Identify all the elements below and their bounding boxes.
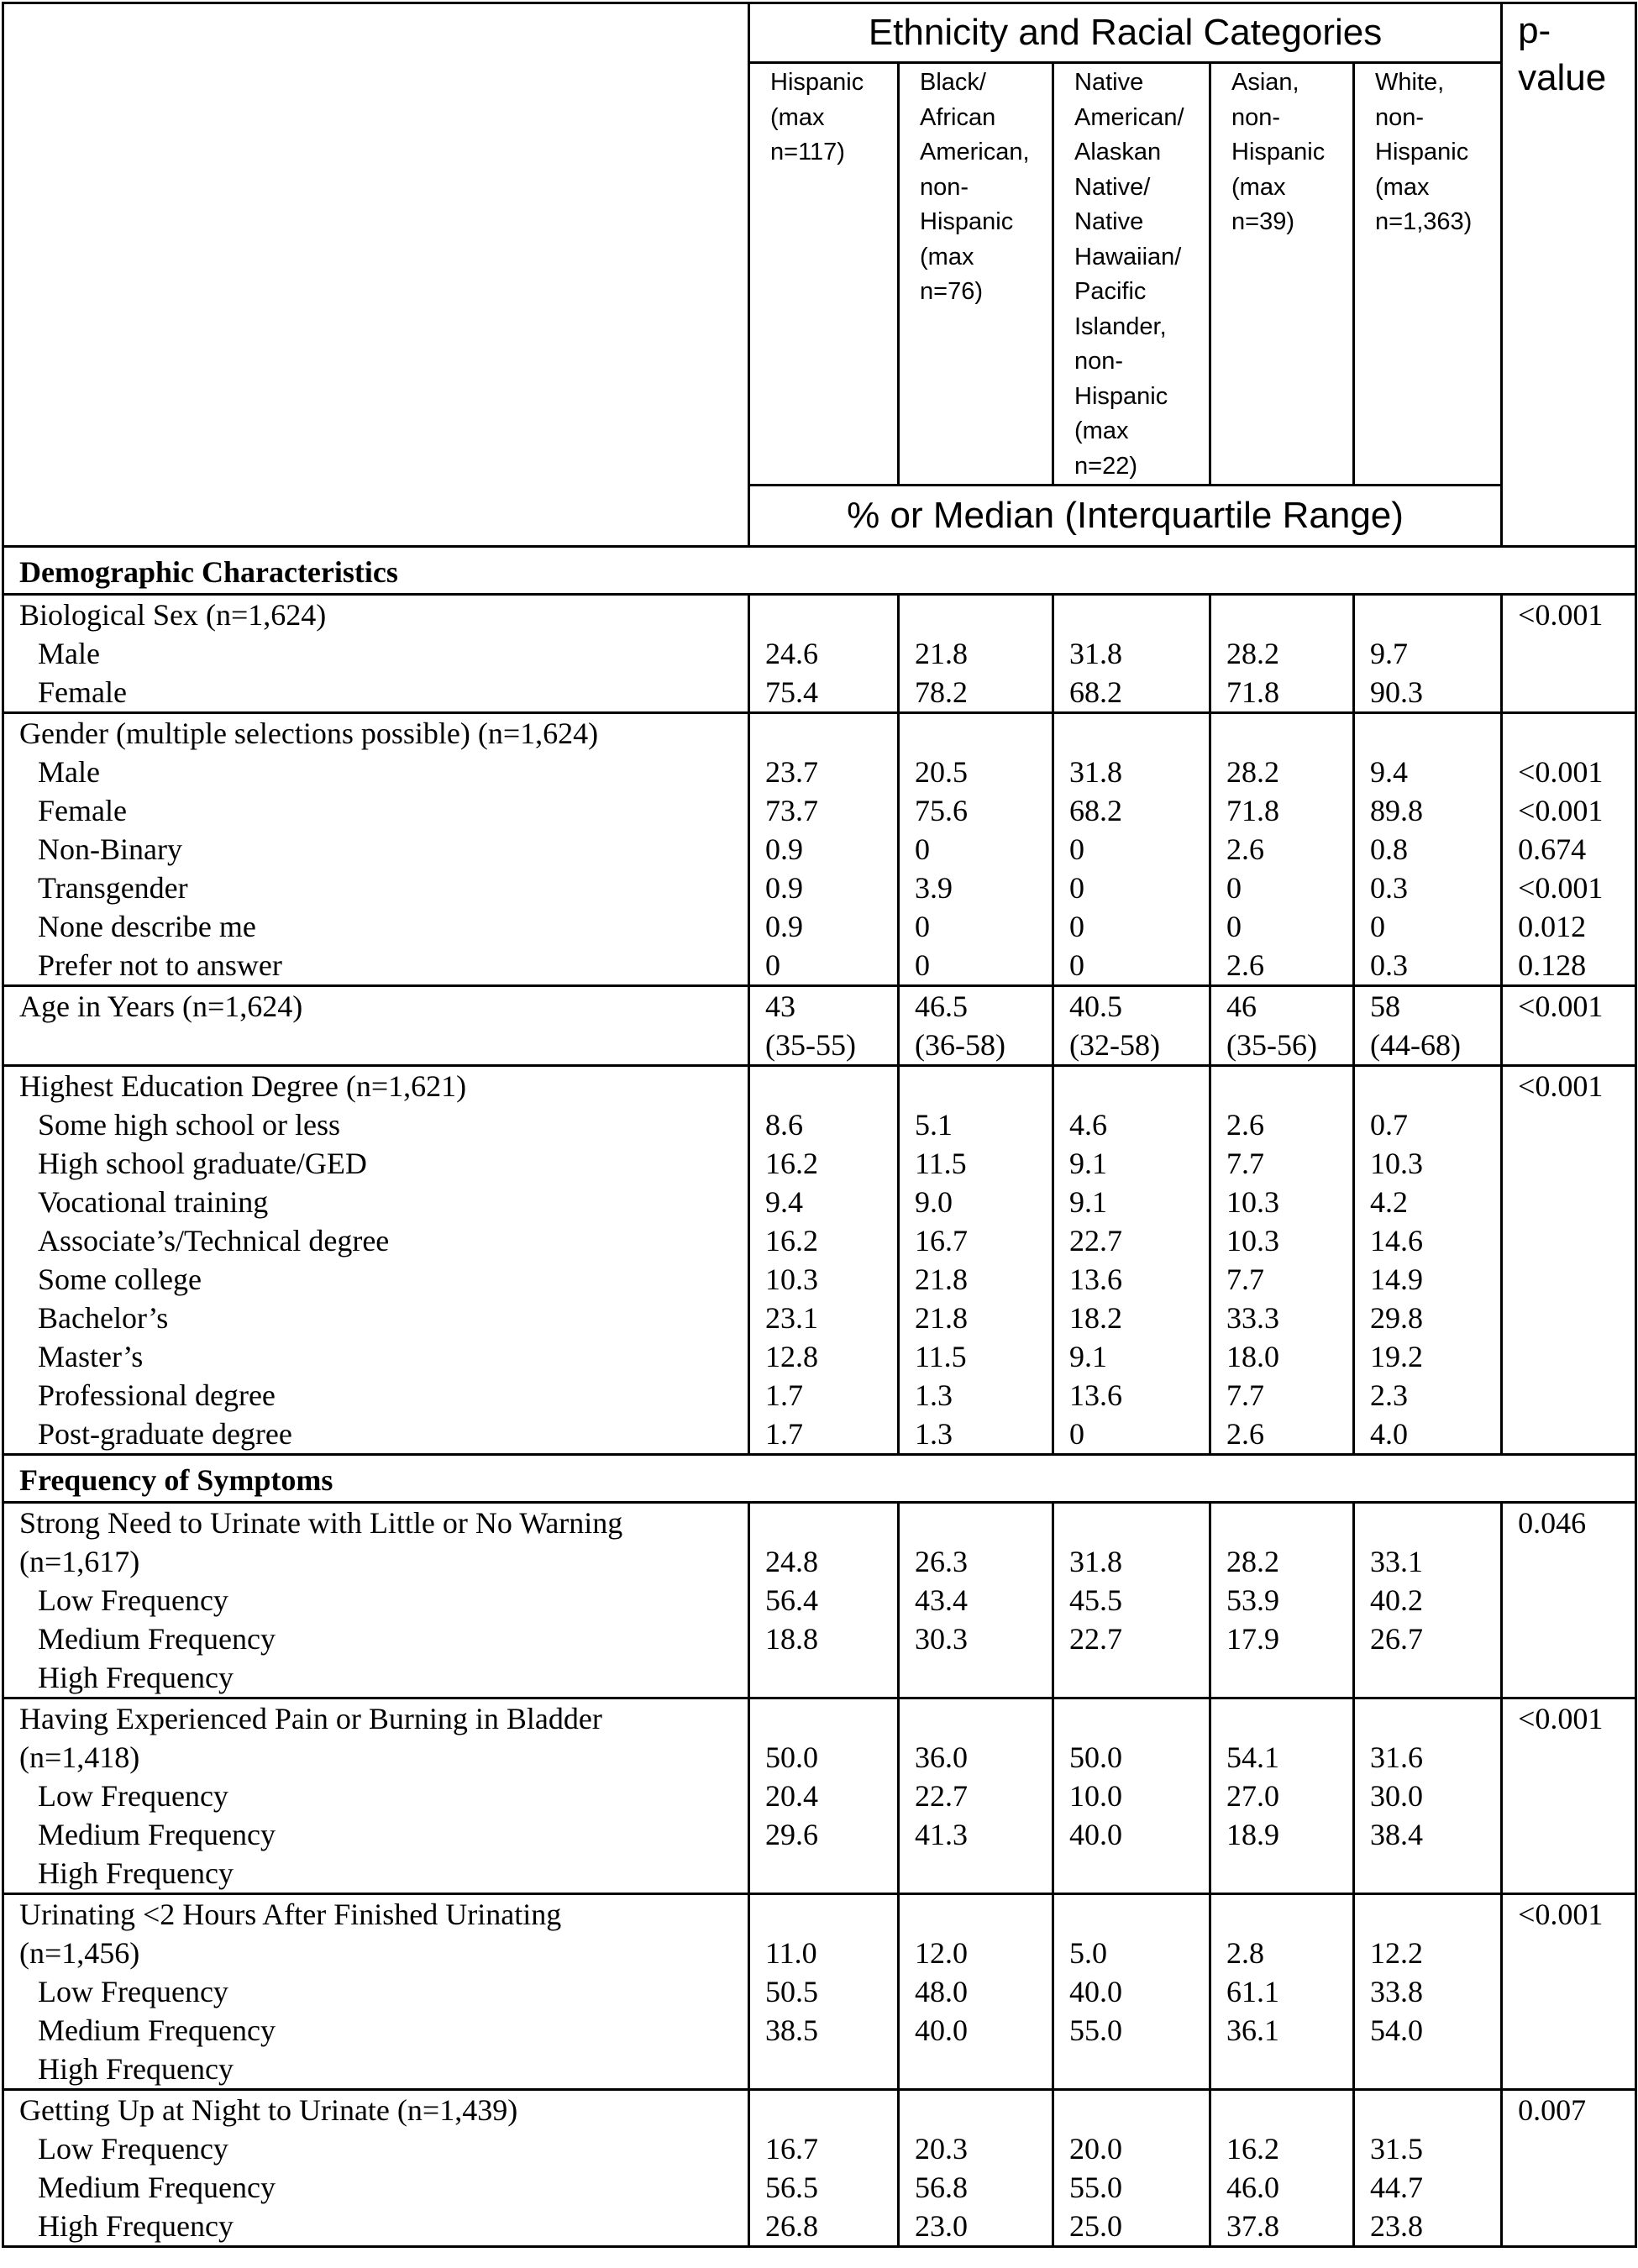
pvalue: <0.001 xyxy=(1518,794,1604,827)
cell-value: 40.0 xyxy=(1069,1818,1122,1851)
table-row xyxy=(3,1894,1636,2090)
sub-row-label: Transgender xyxy=(38,871,188,905)
cell-value: 13.6 xyxy=(1069,1263,1122,1296)
cell-value: 44.7 xyxy=(1370,2171,1423,2204)
value-cell xyxy=(749,1503,899,1698)
cell-value: 12.0 xyxy=(915,1936,968,1970)
cell-value: 0.8 xyxy=(1370,832,1408,866)
cell-value: 40.0 xyxy=(915,2013,968,2047)
cell-value: 18.0 xyxy=(1226,1340,1279,1373)
pvalue-cell xyxy=(1502,713,1636,986)
value-cell xyxy=(899,595,1053,713)
value-cell xyxy=(1053,2090,1210,2247)
cell-value: 68.2 xyxy=(1069,675,1122,709)
value-cell xyxy=(749,595,899,713)
cell-value: 71.8 xyxy=(1226,794,1279,827)
sub-row-label: High Frequency xyxy=(38,2052,234,2086)
sub-row-label: Male xyxy=(38,637,100,670)
cell-value: 0 xyxy=(1069,910,1084,943)
cell-value: 11.5 xyxy=(915,1340,967,1373)
cell-value: 46.5 (36-58) xyxy=(915,990,1005,1062)
col-header-white: White, non- Hispanic (max n=1,363) xyxy=(1354,63,1502,486)
cell-value: 2.6 xyxy=(1226,1108,1264,1142)
value-cell xyxy=(1210,1503,1354,1698)
sub-row-label: High Frequency xyxy=(38,1856,234,1890)
pvalue-header: p- value xyxy=(1502,3,1636,547)
pvalue xyxy=(1518,1144,1635,1183)
cell-value: 0.9 xyxy=(765,832,803,866)
cell-value: 0 xyxy=(915,948,930,982)
pvalue xyxy=(1518,1299,1635,1337)
row-label-cell xyxy=(3,1894,749,2090)
cell-value: 38.5 xyxy=(765,2013,818,2047)
cell-value: 0 xyxy=(1370,910,1385,943)
pvalue-cell xyxy=(1502,986,1636,1066)
sub-row-label: Medium Frequency xyxy=(38,1818,276,1851)
cell-value: 22.7 xyxy=(915,1779,968,1813)
cell-value: 41.3 xyxy=(915,1818,968,1851)
cell-value: 4.0 xyxy=(1370,1417,1408,1451)
table-row xyxy=(3,595,1636,713)
header-row-title xyxy=(3,3,1636,63)
cell-value: 31.5 xyxy=(1370,2132,1423,2166)
pvalue xyxy=(1518,634,1635,673)
value-cell xyxy=(1053,986,1210,1066)
cell-value: 30.3 xyxy=(915,1622,968,1656)
cell-value: 0.9 xyxy=(765,871,803,905)
cell-value: 71.8 xyxy=(1226,675,1279,709)
cell-value: 50.0 xyxy=(765,1740,818,1774)
pvalue: <0.001 xyxy=(1518,990,1604,1023)
cell-value: 21.8 xyxy=(915,637,968,670)
value-cell xyxy=(1053,1503,1210,1698)
row-label-n: (n=1,418) xyxy=(19,1740,140,1774)
row-label-n: (n=1,617) xyxy=(19,1545,140,1578)
cell-value: 56.8 xyxy=(915,2171,968,2204)
cell-value: 20.0 xyxy=(1069,2132,1122,2166)
cell-value: 33.1 xyxy=(1370,1545,1423,1578)
pvalue-cell xyxy=(1502,1698,1636,1894)
value-cell xyxy=(1354,713,1502,986)
cell-value: 46.0 xyxy=(1226,2171,1279,2204)
sub-row-label: None describe me xyxy=(38,910,256,943)
pvalue: 0.674 xyxy=(1518,832,1587,866)
cell-value: 17.9 xyxy=(1226,1622,1279,1656)
cell-value: 0 xyxy=(1069,871,1084,905)
value-cell xyxy=(899,1066,1053,1455)
value-cell xyxy=(899,986,1053,1066)
cell-value: 0.3 xyxy=(1370,871,1408,905)
cell-value: 5.1 xyxy=(915,1108,953,1142)
value-cell xyxy=(1354,595,1502,713)
value-cell xyxy=(1354,1503,1502,1698)
value-cell xyxy=(1354,1894,1502,2090)
pvalue: 0.046 xyxy=(1518,1506,1587,1540)
value-cell xyxy=(749,986,899,1066)
pvalue xyxy=(1518,1183,1635,1221)
cell-value: 0 xyxy=(1069,832,1084,866)
cell-value: 2.6 xyxy=(1226,1417,1264,1451)
row-label-cell xyxy=(3,986,749,1066)
row-label: Getting Up at Night to Urinate (n=1,439) xyxy=(19,2093,518,2127)
sub-row-label: Some college xyxy=(38,1263,202,1296)
cell-value: 7.7 xyxy=(1226,1263,1264,1296)
cell-value: 26.7 xyxy=(1370,1622,1423,1656)
value-cell xyxy=(1354,986,1502,1066)
value-cell xyxy=(1210,986,1354,1066)
value-cell xyxy=(1210,1894,1354,2090)
cell-value: 45.5 xyxy=(1069,1583,1122,1617)
cell-value: 55.0 xyxy=(1069,2013,1122,2047)
cell-value: 89.8 xyxy=(1370,794,1423,827)
cell-value: 38.4 xyxy=(1370,1818,1423,1851)
table-row xyxy=(3,1503,1636,1698)
ethnicity-data-table xyxy=(2,2,1637,2248)
cell-value: 43 (35-55) xyxy=(765,990,856,1062)
pvalue xyxy=(1518,1415,1635,1453)
pvalue xyxy=(1518,1105,1635,1144)
cell-value: 2.3 xyxy=(1370,1378,1408,1412)
pvalue: <0.001 xyxy=(1518,1898,1604,1931)
cell-value: 56.5 xyxy=(765,2171,818,2204)
value-cell xyxy=(1210,713,1354,986)
pvalue xyxy=(1518,714,1635,753)
cell-value: 48.0 xyxy=(915,1975,968,2008)
cell-value: 40.0 xyxy=(1069,1975,1122,2008)
cell-value: 90.3 xyxy=(1370,675,1423,709)
cell-value: 61.1 xyxy=(1226,1975,1279,2008)
sub-row-label: Low Frequency xyxy=(38,1975,228,2008)
cell-value: 5.0 xyxy=(1069,1936,1107,1970)
cell-value: 78.2 xyxy=(915,675,968,709)
row-label: Biological Sex (n=1,624) xyxy=(19,598,327,632)
cell-value: 9.4 xyxy=(765,1185,803,1219)
row-label-n: (n=1,456) xyxy=(19,1936,140,1970)
cell-value: 2.6 xyxy=(1226,948,1264,982)
value-cell xyxy=(1053,595,1210,713)
sub-row-label: Low Frequency xyxy=(38,1583,228,1617)
value-cell xyxy=(1354,1066,1502,1455)
cell-value: 40.5 (32-58) xyxy=(1069,990,1160,1062)
cell-value: 23.8 xyxy=(1370,2209,1423,2243)
cell-value: 43.4 xyxy=(915,1583,968,1617)
col-header-native: Native American/ Alaskan Native/ Native Hawaiian/ Pacific Islander, non- Hispanic (max n=22) xyxy=(1053,63,1210,486)
value-cell xyxy=(1354,1698,1502,1894)
cell-value: 9.0 xyxy=(915,1185,953,1219)
cell-value: 33.3 xyxy=(1226,1301,1279,1335)
cell-value: 12.8 xyxy=(765,1340,818,1373)
value-cell xyxy=(1210,595,1354,713)
cell-value: 24.8 xyxy=(765,1545,818,1578)
cell-value: 0 xyxy=(1226,910,1242,943)
cell-value: 68.2 xyxy=(1069,794,1122,827)
cell-value: 36.0 xyxy=(915,1740,968,1774)
row-label-cell xyxy=(3,1698,749,1894)
cell-value: 9.1 xyxy=(1069,1147,1107,1180)
cell-value: 10.3 xyxy=(1226,1224,1279,1257)
cell-value: 2.8 xyxy=(1226,1936,1264,1970)
cell-value: 24.6 xyxy=(765,637,818,670)
cell-value: 3.9 xyxy=(915,871,953,905)
cell-value: 20.3 xyxy=(915,2132,968,2166)
cell-value: 14.6 xyxy=(1370,1224,1423,1257)
cell-value: 4.6 xyxy=(1069,1108,1107,1142)
corner-blank-cell xyxy=(3,3,749,547)
sub-row-label: Male xyxy=(38,755,100,789)
cell-value: 0.3 xyxy=(1370,948,1408,982)
cell-value: 29.8 xyxy=(1370,1301,1423,1335)
pvalue xyxy=(1518,1221,1635,1260)
pvalue: <0.001 xyxy=(1518,1069,1604,1103)
cell-value: 75.6 xyxy=(915,794,968,827)
value-cell xyxy=(749,1066,899,1455)
cell-value: 31.8 xyxy=(1069,637,1122,670)
sub-row-label: Associate’s/Technical degree xyxy=(38,1224,390,1257)
cell-value: 33.8 xyxy=(1370,1975,1423,2008)
cell-value: 4.2 xyxy=(1370,1185,1408,1219)
pvalue-cell xyxy=(1502,2090,1636,2247)
cell-value: 50.0 xyxy=(1069,1740,1122,1774)
cell-value: 21.8 xyxy=(915,1301,968,1335)
row-label: Highest Education Degree (n=1,621) xyxy=(19,1069,467,1103)
cell-value: 18.9 xyxy=(1226,1818,1279,1851)
section-header-row xyxy=(3,1455,1636,1503)
sub-row-label: Master’s xyxy=(38,1340,144,1373)
pvalue xyxy=(1518,1376,1635,1415)
cell-value: 29.6 xyxy=(765,1818,818,1851)
cell-value: 12.2 xyxy=(1370,1936,1423,1970)
value-cell xyxy=(899,713,1053,986)
table-body xyxy=(3,3,1636,2247)
table-row xyxy=(3,986,1636,1066)
cell-value: 0 xyxy=(915,832,930,866)
cell-value: 1.7 xyxy=(765,1417,803,1451)
section-title: Demographic Characteristics xyxy=(3,547,1636,595)
cell-value: 16.2 xyxy=(765,1224,818,1257)
section-title: Frequency of Symptoms xyxy=(3,1455,1636,1503)
cell-value: 20.4 xyxy=(765,1779,818,1813)
cell-value: 28.2 xyxy=(1226,1545,1279,1578)
sub-row-label: Post-graduate degree xyxy=(38,1417,292,1451)
cell-value: 1.3 xyxy=(915,1417,953,1451)
cell-value: 25.0 xyxy=(1069,2209,1122,2243)
cell-value: 16.7 xyxy=(915,1224,968,1257)
row-label-cell xyxy=(3,1503,749,1698)
pvalue: <0.001 xyxy=(1518,871,1604,905)
cell-value: 9.1 xyxy=(1069,1185,1107,1219)
pvalue xyxy=(1518,673,1635,711)
value-cell xyxy=(749,2090,899,2247)
sub-row-label: High school graduate/GED xyxy=(38,1147,367,1180)
cell-value: 18.8 xyxy=(765,1622,818,1656)
cell-value: 16.7 xyxy=(765,2132,818,2166)
sub-row-label: Medium Frequency xyxy=(38,1622,276,1656)
pvalue: <0.001 xyxy=(1518,755,1604,789)
table-row xyxy=(3,1066,1636,1455)
value-cell xyxy=(1053,1894,1210,2090)
cell-value: 1.3 xyxy=(915,1378,953,1412)
cell-value: 9.7 xyxy=(1370,637,1408,670)
value-cell xyxy=(749,1698,899,1894)
sub-row-label: Some high school or less xyxy=(38,1108,340,1142)
cell-value: 11.5 xyxy=(915,1147,967,1180)
sub-row-label: Low Frequency xyxy=(38,2132,228,2166)
pvalue xyxy=(1518,1337,1635,1376)
cell-value: 31.8 xyxy=(1069,755,1122,789)
group-title: Ethnicity and Racial Categories xyxy=(749,3,1502,63)
cell-value: 28.2 xyxy=(1226,637,1279,670)
cell-value: 8.6 xyxy=(765,1108,803,1142)
table-row xyxy=(3,2090,1636,2247)
cell-value: 0 xyxy=(915,910,930,943)
cell-value: 20.5 xyxy=(915,755,968,789)
cell-value: 30.0 xyxy=(1370,1779,1423,1813)
cell-value: 22.7 xyxy=(1069,1224,1122,1257)
sub-row-label: High Frequency xyxy=(38,1661,234,1694)
value-cell xyxy=(1210,2090,1354,2247)
cell-value: 50.5 xyxy=(765,1975,818,2008)
sub-row-label: Female xyxy=(38,794,127,827)
cell-value: 23.7 xyxy=(765,755,818,789)
pvalue-cell xyxy=(1502,1894,1636,2090)
pvalue-cell xyxy=(1502,595,1636,713)
row-label-cell xyxy=(3,2090,749,2247)
value-cell xyxy=(749,1894,899,2090)
pvalue: <0.001 xyxy=(1518,598,1604,632)
value-cell xyxy=(1053,1698,1210,1894)
cell-value: 19.2 xyxy=(1370,1340,1423,1373)
cell-value: 40.2 xyxy=(1370,1583,1423,1617)
cell-value: 27.0 xyxy=(1226,1779,1279,1813)
value-cell xyxy=(899,1698,1053,1894)
cell-value: 11.0 xyxy=(765,1936,817,1970)
sub-row-label: High Frequency xyxy=(38,2209,234,2243)
cell-value: 9.4 xyxy=(1370,755,1408,789)
sub-row-label: Professional degree xyxy=(38,1378,276,1412)
sub-row-label: Medium Frequency xyxy=(38,2171,276,2204)
value-cell xyxy=(1053,1066,1210,1455)
pvalue-cell xyxy=(1502,1066,1636,1455)
cell-value: 26.3 xyxy=(915,1545,968,1578)
row-label: Having Experienced Pain or Burning in Bladder xyxy=(19,1702,602,1735)
pvalue xyxy=(1518,1260,1635,1299)
value-cell xyxy=(1053,713,1210,986)
cell-value: 10.3 xyxy=(1226,1185,1279,1219)
cell-value: 55.0 xyxy=(1069,2171,1122,2204)
cell-value: 16.2 xyxy=(765,1147,818,1180)
value-cell xyxy=(899,1503,1053,1698)
row-label-cell xyxy=(3,595,749,713)
cell-value: 36.1 xyxy=(1226,2013,1279,2047)
sub-row-label: Medium Frequency xyxy=(38,2013,276,2047)
cell-value: 10.3 xyxy=(765,1263,818,1296)
value-cell xyxy=(749,713,899,986)
cell-value: 56.4 xyxy=(765,1583,818,1617)
sub-row-label: Prefer not to answer xyxy=(38,948,282,982)
sub-row-label: Vocational training xyxy=(38,1185,269,1219)
cell-value: 10.3 xyxy=(1370,1147,1423,1180)
cell-value: 13.6 xyxy=(1069,1378,1122,1412)
col-header-asian: Asian, non- Hispanic (max n=39) xyxy=(1210,63,1354,486)
cell-value: 2.6 xyxy=(1226,832,1264,866)
row-label-cell xyxy=(3,1066,749,1455)
cell-value: 14.9 xyxy=(1370,1263,1423,1296)
cell-value: 22.7 xyxy=(1069,1622,1122,1656)
sub-row-label: Low Frequency xyxy=(38,1779,228,1813)
pvalue: <0.001 xyxy=(1518,1702,1604,1735)
cell-value: 28.2 xyxy=(1226,755,1279,789)
value-cell xyxy=(899,1894,1053,2090)
value-cell xyxy=(899,2090,1053,2247)
value-cell xyxy=(1210,1066,1354,1455)
col-header-black: Black/ African American, non- Hispanic (max n=76) xyxy=(899,63,1053,486)
cell-value: 53.9 xyxy=(1226,1583,1279,1617)
cell-value: 73.7 xyxy=(765,794,818,827)
cell-value: 23.0 xyxy=(915,2209,968,2243)
col-header-hispanic: Hispanic (max n=117) xyxy=(749,63,899,486)
cell-value: 31.8 xyxy=(1069,1545,1122,1578)
cell-value: 7.7 xyxy=(1226,1147,1264,1180)
row-label: Strong Need to Urinate with Little or No Warning xyxy=(19,1506,623,1540)
row-label: Age in Years (n=1,624) xyxy=(19,990,303,1023)
cell-value: 31.6 xyxy=(1370,1740,1423,1774)
cell-value: 75.4 xyxy=(765,675,818,709)
cell-value: 10.0 xyxy=(1069,1779,1122,1813)
cell-value: 0 xyxy=(1226,871,1242,905)
table-row xyxy=(3,713,1636,986)
sub-row-label: Female xyxy=(38,675,127,709)
cell-value: 46 (35-56) xyxy=(1226,990,1317,1062)
cell-value: 1.7 xyxy=(765,1378,803,1412)
cell-value: 37.8 xyxy=(1226,2209,1279,2243)
cell-value: 0 xyxy=(765,948,780,982)
value-cell xyxy=(1354,2090,1502,2247)
section-header-row xyxy=(3,547,1636,595)
table-row xyxy=(3,1698,1636,1894)
cell-value: 23.1 xyxy=(765,1301,818,1335)
pvalue-cell xyxy=(1502,1503,1636,1698)
cell-value: 21.8 xyxy=(915,1263,968,1296)
sub-row-label: Bachelor’s xyxy=(38,1301,169,1335)
cell-value: 0.9 xyxy=(765,910,803,943)
cell-value: 18.2 xyxy=(1069,1301,1122,1335)
cell-value: 0.7 xyxy=(1370,1108,1408,1142)
cell-value: 54.1 xyxy=(1226,1740,1279,1774)
cell-value: 7.7 xyxy=(1226,1378,1264,1412)
row-label-cell xyxy=(3,713,749,986)
cell-value: 0 xyxy=(1069,948,1084,982)
value-cell xyxy=(1210,1698,1354,1894)
pvalue: 0.128 xyxy=(1518,948,1587,982)
pvalue: 0.012 xyxy=(1518,910,1587,943)
row-label: Urinating <2 Hours After Finished Urinating xyxy=(19,1898,562,1931)
row-label: Gender (multiple selections possible) (n=1,624) xyxy=(19,717,599,750)
cell-value: 0 xyxy=(1069,1417,1084,1451)
units-label: % or Median (Interquartile Range) xyxy=(749,486,1502,547)
sub-row-label: Non-Binary xyxy=(38,832,182,866)
cell-value: 54.0 xyxy=(1370,2013,1423,2047)
cell-value: 16.2 xyxy=(1226,2132,1279,2166)
cell-value: 26.8 xyxy=(765,2209,818,2243)
pvalue: 0.007 xyxy=(1518,2093,1587,2127)
cell-value: 9.1 xyxy=(1069,1340,1107,1373)
cell-value: 58 (44-68) xyxy=(1370,990,1461,1062)
